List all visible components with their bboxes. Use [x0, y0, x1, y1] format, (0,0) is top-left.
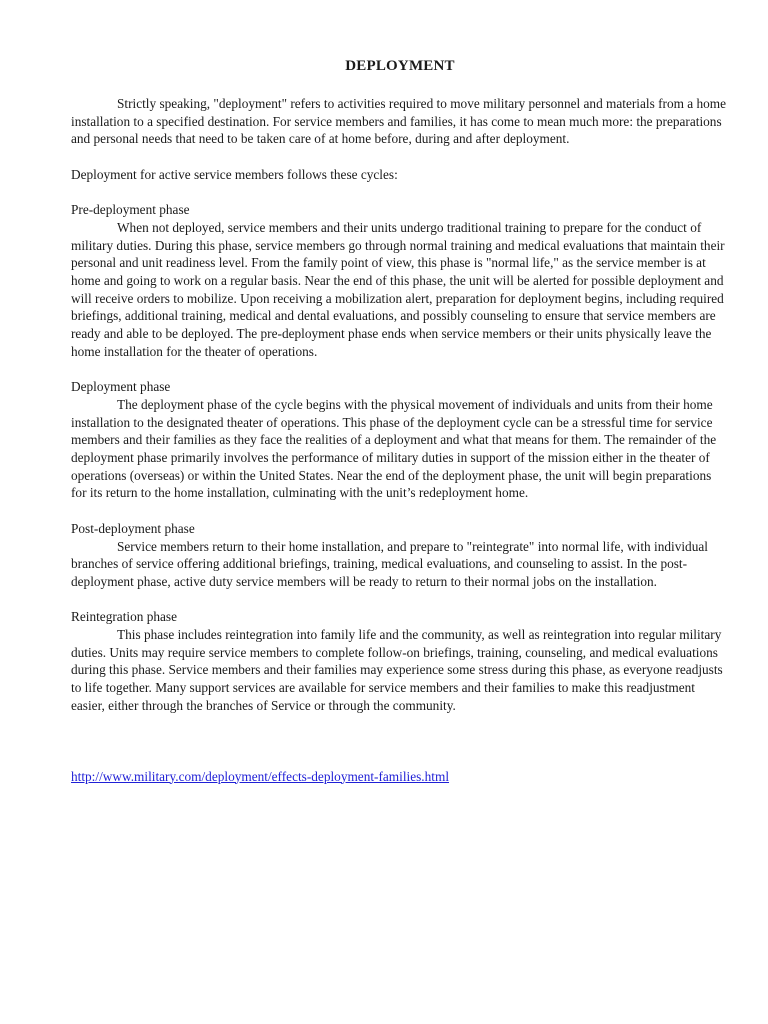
section-heading: Pre-deployment phase: [71, 202, 190, 218]
section-body: Service members return to their home installation, and prepare to "reintegrate" into normal life, with individual branches of service offering additional briefings, training, medical evaluations, and counseling to assist. In the post-deployment phase, active duty service members will be ready to return to their normal jobs on the installation.: [71, 538, 708, 589]
source-link[interactable]: http://www.military.com/deployment/effects-deployment-families.html: [71, 768, 450, 784]
section-reintegration: [71, 608, 729, 714]
section-heading: Post-deployment phase: [71, 520, 195, 536]
section-heading: Reintegration phase: [71, 609, 177, 625]
document-title: DEPLOYMENT: [345, 58, 455, 74]
section-heading: Deployment phase: [71, 379, 171, 395]
section-body: The deployment phase of the cycle begins with the physical movement of individuals and units from their home installation to the designated theater of operations. This phase of the deployment cycle can be a stressful time for service members and their families as they face the realities of a deployment and what that means for them. The remainder of the deployment phase primarily involves the performance of military duties in support of the mission either in the theater of operations (overseas) or within the United States. Near the end of the deployment phase, the unit will begin preparations for its return to the home installation, culminating with the unit’s redeployment home.: [71, 396, 717, 501]
section-body: This phase includes reintegration into family life and the community, as well as reintegration into regular military duties. Units may require service members to complete follow-on briefings, training, counseling, and medical evaluations during this phase. Service members and their families may experience some stress during this phase, as everyone readjusts to life together. Many support services are available for service members and their families to make this readjustment easier, either through the branches of Service or through the community.: [71, 627, 723, 713]
document-body: [71, 56, 729, 785]
cycles-intro-line: Deployment for active service members follows these cycles:: [71, 166, 398, 182]
section-deployment: [71, 378, 729, 502]
section-body: When not deployed, service members and their units undergo traditional training to prepare for the conduct of military duties. During this phase, service members go through normal training and medical evaluations that maintain their personal and unit readiness level. From the family point of view, this phase is "normal life," as the service member is at home and going to work on a regular basis. Near the end of this phase, the unit will be alerted for possible deployment and will receive orders to mobilize. Upon receiving a mobilization alert, preparation for deployment begins, including required briefings, additional training, medical and dental evaluations, and possibly counseling to ensure that service members are ready and able to be deployed. The pre-deployment phase ends when service members or their units physically leave the home installation for the theater of operations.: [71, 219, 725, 359]
intro-paragraph: Strictly speaking, "deployment" refers to activities required to move military personnel and materials from a home installation to a specified destination. For service members and families, it has come to mean much more: the preparations and personal needs that need to be taken care of at home before, during and after deployment.: [71, 96, 727, 147]
source-link-row: [71, 768, 729, 786]
section-post-deployment: [71, 520, 729, 591]
section-pre-deployment: [71, 201, 729, 360]
